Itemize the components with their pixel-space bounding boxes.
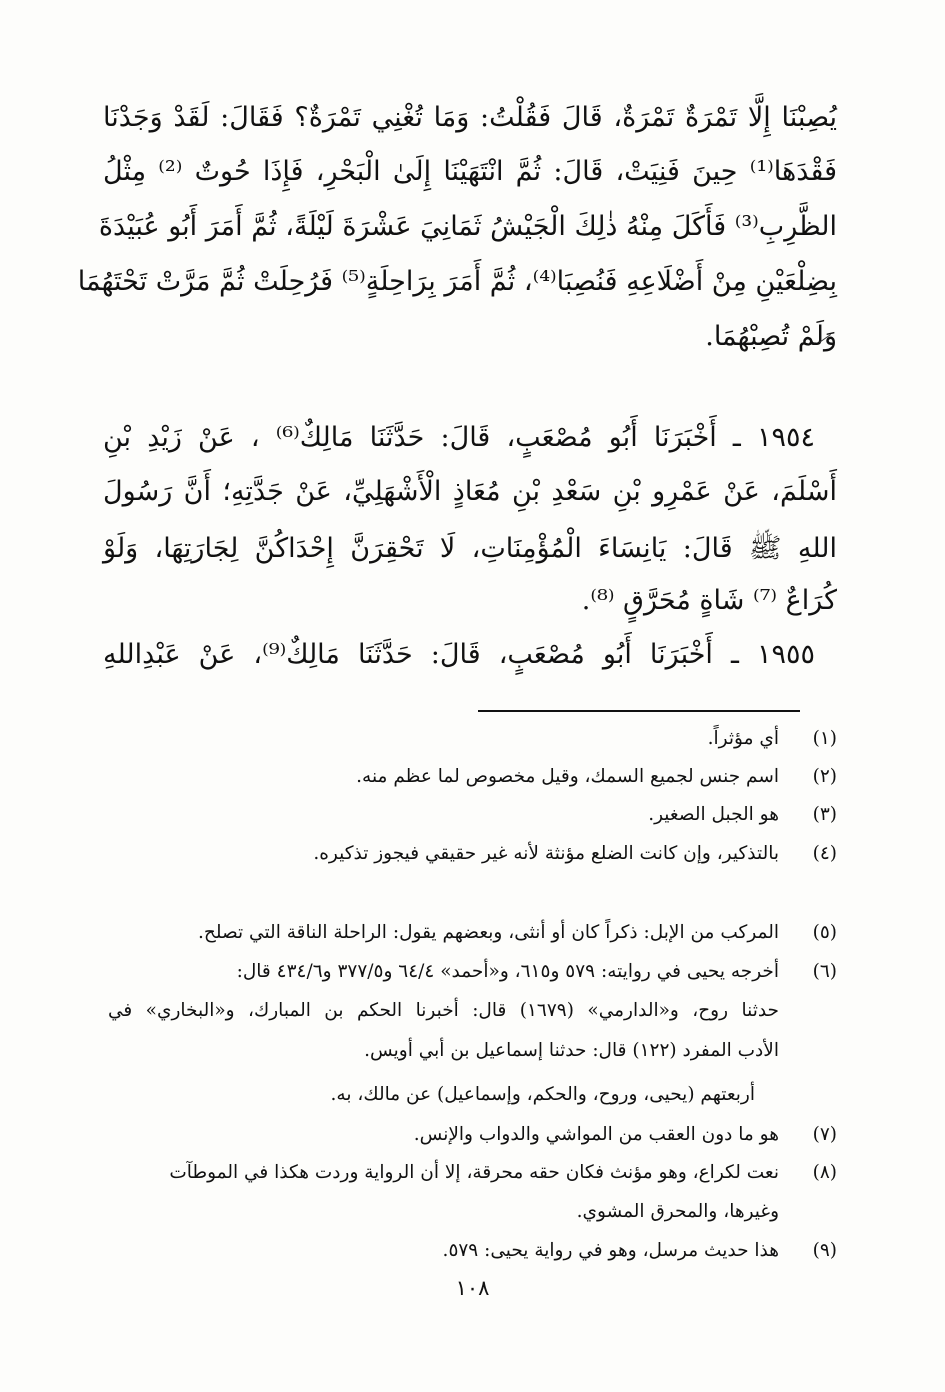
footnote-number: (٧) bbox=[812, 1124, 837, 1145]
footnote-number: (٣) bbox=[812, 804, 837, 825]
main-text-line-2: فَقْدَهَا⁽¹⁾ حِينَ فَنِيَتْ، قَالَ: ثُمَّ انْتَهَيْنَا إِلَىٰ الْبَحْرِ، فَإِذَا حُوتٌ ⁽²⁾ مِثْلُ bbox=[103, 156, 838, 187]
main-text-line-5: وَلَمْ تُصِبْهُمَا. bbox=[705, 321, 837, 352]
main-text-line-3: الظَّرِبِ⁽³⁾ فَأَكَلَ مِنْهُ ذٰلِكَ الْجَيْشُ ثَمَانِيَ عَشْرَةَ لَيْلَةً، ثُمَّ أَمَرَ أَبُو عُبَيْدَةَ bbox=[98, 211, 837, 242]
main-text-line-1: يُصِبْنَا إِلَّا تَمْرَةٌ تَمْرَةٌ، قَالَ فَقُلْتُ: وَمَا تُغْنِي تَمْرَةٌ؟ فَقَالَ: لَقَدْ وَجَدْنَا bbox=[103, 102, 837, 133]
footnote-text: أخرجه يحيى في روايته: ٥٧٩ و٦١٥، و«أحمد» ٦٤/٤ و٣٧٧/٥ و٤٣٤/٦ قال: bbox=[236, 961, 779, 982]
footnote-4 bbox=[313, 843, 837, 864]
footnote-7 bbox=[414, 1124, 837, 1145]
footnote-text: هو الجبل الصغير. bbox=[648, 804, 779, 825]
page-number: ١٠٨ bbox=[455, 1276, 490, 1300]
footnote-6 bbox=[237, 961, 837, 982]
footnote-8 bbox=[169, 1162, 837, 1183]
footnote-6-continuation-1: حدثنا روح، و«الدارمي» (١٦٧٩) قال: أخبرنا الحكم بن المبارك، و«البخاري» في bbox=[108, 1000, 779, 1021]
hadith-1954-line-3: اللهِ ﷺ قَالَ: يَانِسَاءَ الْمُؤْمِنَاتِ، لَا تَحْقِرَنَّ إِحْدَاكُنَّ لِجَارَتِهَا، وَلَوْ bbox=[103, 533, 837, 564]
footnote-text: المركب من الإبل: ذكراً كان أو أنثى، وبعضهم يقول: الراحلة الناقة التي تصلح. bbox=[198, 922, 779, 943]
footnote-separator bbox=[478, 710, 800, 712]
footnote-text: هو ما دون العقب من المواشي والدواب والإنس. bbox=[413, 1124, 779, 1145]
footnote-number: (٨) bbox=[812, 1162, 837, 1183]
footnote-5 bbox=[198, 922, 837, 943]
footnote-1 bbox=[708, 728, 837, 749]
hadith-1954-line-2: أَسْلَمَ، عَنْ عَمْرِو بْنِ سَعْدِ بْنِ مُعَاذٍ الْأَشْهَلِيِّ، عَنْ جَدَّتِهِ؛ أَنَّ رَسُولَ bbox=[103, 476, 837, 507]
main-text-line-4: بِضِلْعَيْنِ مِنْ أَضْلَاعِهِ فَنُصِبَا⁽⁴⁾، ثُمَّ أَمَرَ بِرَاحِلَةٍ⁽⁵⁾ فَرُحِلَتْ ثُمَّ مَرَّتْ تَحْتَهُمَا bbox=[77, 266, 837, 297]
footnote-number: (٥) bbox=[812, 922, 837, 943]
footnote-text: بالتذكير، وإن كانت الضلع مؤنثة لأنه غير حقيقي فيجوز تذكيره. bbox=[313, 843, 779, 864]
footnote-number: (٩) bbox=[812, 1240, 837, 1261]
footnote-number: (٦) bbox=[812, 961, 837, 982]
footnote-text: نعت لكراع، وهو مؤنث فكان حقه محرقة، إلا أن الرواية وردت هكذا في الموطآت bbox=[169, 1162, 779, 1183]
footnote-text: أي مؤثراً. bbox=[707, 728, 779, 749]
footnote-number: (٢) bbox=[812, 766, 837, 787]
hadith-1954-line-4: كُرَاعٌ ⁽⁷⁾ شَاةٍ مُحَرَّقٍ ⁽⁸⁾. bbox=[581, 585, 837, 616]
footnote-text: هذا حديث مرسل، وهو في رواية يحيى: ٥٧٩. bbox=[442, 1240, 779, 1261]
footnote-number: (٤) bbox=[812, 843, 837, 864]
footnote-number: (١) bbox=[812, 728, 837, 749]
footnote-2 bbox=[356, 766, 837, 787]
footnote-3 bbox=[648, 804, 837, 825]
footnote-6-continuation-2: الأدب المفرد (١٢٢) قال: حدثنا إسماعيل بن أبي أويس. bbox=[364, 1040, 779, 1061]
footnote-6-continuation-3: أربعتهم (يحيى، وروح، والحكم، وإسماعيل) عن مالك، به. bbox=[330, 1084, 755, 1105]
hadith-1954-line-1: ١٩٥٤ ـ أَخْبَرَنَا أَبُو مُصْعَبٍ، قَالَ: حَدَّثَنَا مَالِكٌ⁽⁶⁾ ، عَنْ زَيْدِ بْنِ bbox=[103, 422, 815, 453]
footnote-9 bbox=[443, 1240, 837, 1261]
footnote-8-continuation: وغيرها، والمحرق المشوي. bbox=[576, 1201, 779, 1222]
hadith-1955-line-1: ١٩٥٥ ـ أَخْبَرَنَا أَبُو مُصْعَبٍ، قَالَ: حَدَّثَنَا مَالِكٌ⁽⁹⁾، عَنْ عَبْدِاللهِ bbox=[103, 639, 815, 670]
footnote-text: اسم جنس لجميع السمك، وقيل مخصوص لما عظم منه. bbox=[356, 766, 779, 787]
